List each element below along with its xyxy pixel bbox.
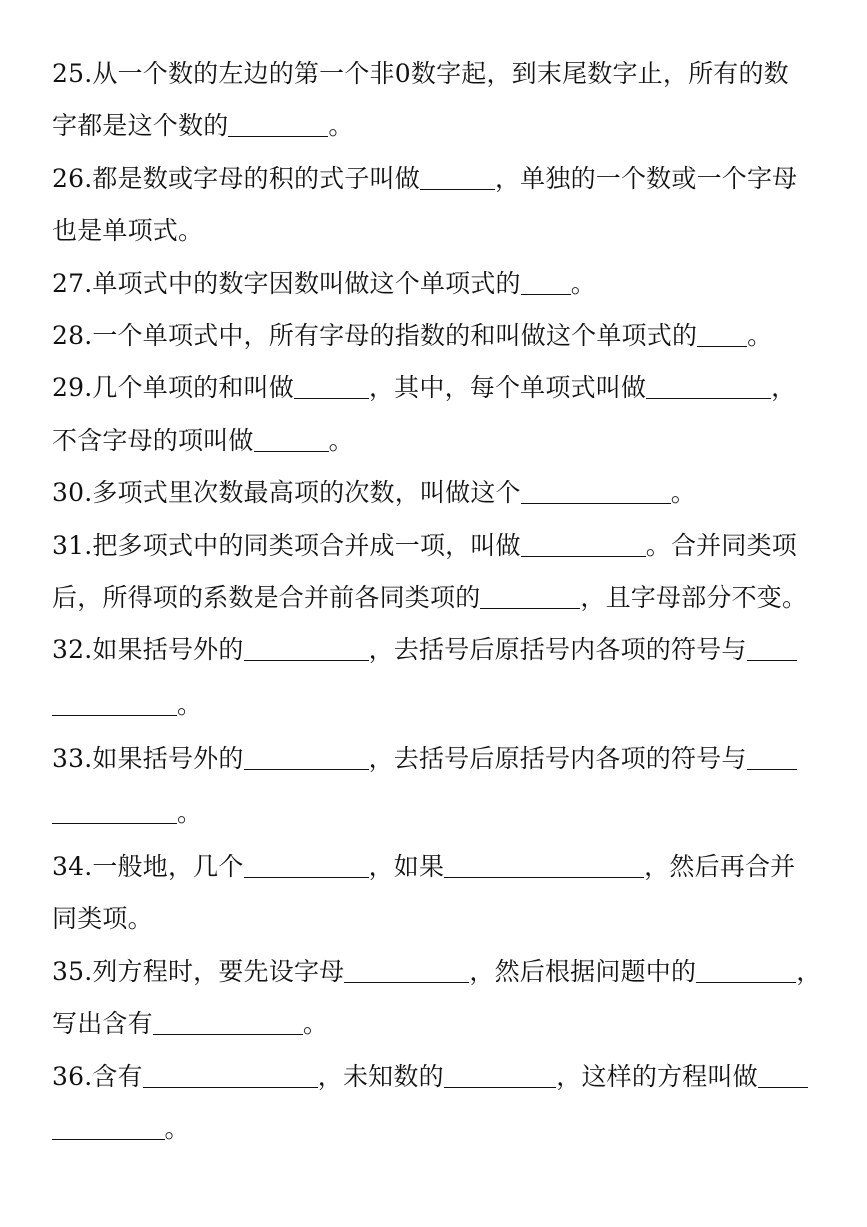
question-text: ，单独的一个数或一个字母 (494, 163, 798, 193)
question-text: 。 (302, 1009, 329, 1039)
question-line (52, 785, 832, 841)
question-line (52, 48, 832, 100)
question-number: 36. (52, 1061, 93, 1091)
answer-blank[interactable] (52, 822, 177, 824)
question-text: 都是数或字母的积的式子叫做 (92, 163, 420, 193)
answer-blank[interactable] (521, 502, 671, 504)
answer-blank[interactable] (228, 135, 328, 137)
question-number: 35. (52, 956, 93, 986)
answer-blank[interactable] (444, 1086, 557, 1088)
answer-blank[interactable] (747, 768, 797, 770)
answer-blank[interactable] (244, 659, 369, 661)
question-text: 。 (164, 1114, 190, 1144)
answer-blank[interactable] (294, 397, 369, 399)
question-text: ， (771, 373, 797, 403)
question-line (52, 946, 832, 998)
question-text: 一个单项式中，所有字母的指数的和叫做这个单项式的 (92, 320, 698, 350)
question-line (52, 998, 832, 1050)
answer-blank[interactable] (153, 1033, 303, 1035)
question-text: ，然后根据问题中的 (469, 956, 697, 986)
question-text: 。 (670, 478, 696, 508)
question-line (52, 1051, 832, 1103)
question-line (52, 624, 832, 676)
answer-blank[interactable] (646, 397, 771, 399)
question-text: ，且字母部分不变。 (580, 582, 808, 612)
answer-blank[interactable] (420, 188, 495, 190)
question-line (52, 258, 832, 310)
question-text: ，然后再合并 (644, 852, 796, 882)
question-line (52, 733, 832, 785)
question-text: 把多项式中的同类项合并成一项，叫做 (92, 530, 521, 560)
question-line (52, 415, 832, 467)
question-text: 写出含有 (52, 1009, 153, 1039)
question-text: 同类项。 (52, 904, 153, 934)
question-text: 后，所得项的系数是合并前各同类项的 (52, 582, 481, 612)
worksheet (52, 48, 832, 1155)
question-text: 。 (747, 320, 773, 350)
answer-blank[interactable] (244, 768, 369, 770)
question-text: 含有 (92, 1061, 143, 1091)
answer-blank[interactable] (344, 981, 469, 983)
answer-blank[interactable] (696, 981, 796, 983)
question-text: 不含字母的项叫做 (52, 425, 254, 455)
answer-blank[interactable] (52, 714, 177, 716)
question-text: 单项式中的数字因数叫做这个单项式的 (92, 268, 521, 298)
question-text: ，未知数的 (317, 1061, 444, 1091)
answer-blank[interactable] (521, 555, 646, 557)
question-number: 28. (52, 320, 93, 350)
question-text: 如果括号外的 (92, 743, 244, 773)
question-line (52, 205, 832, 257)
question-text: 列方程时，要先设字母 (92, 956, 345, 986)
question-number: 32. (52, 635, 93, 665)
question-number: 25. (52, 59, 93, 88)
question-text: ， (796, 956, 822, 986)
question-text: 。 (570, 268, 596, 298)
answer-blank[interactable] (143, 1086, 318, 1088)
question-text: 。 (177, 689, 203, 719)
answer-blank[interactable] (480, 607, 580, 609)
question-line (52, 893, 832, 945)
question-text: 也是单项式。 (52, 216, 204, 246)
question-text: 。 (177, 798, 203, 828)
question-number: 26. (52, 163, 93, 193)
question-line (52, 100, 832, 152)
question-line (52, 841, 832, 893)
question-line (52, 1103, 832, 1155)
answer-blank[interactable] (254, 450, 329, 452)
answer-blank[interactable] (521, 293, 571, 295)
question-line (52, 572, 832, 624)
question-text: ，如果 (368, 852, 445, 882)
question-text: 字都是这个数的 (52, 111, 229, 141)
question-number: 27. (52, 268, 93, 298)
question-line (52, 520, 832, 572)
question-text: ，其中，每个单项式叫做 (368, 373, 647, 403)
question-text: 多项式里次数最高项的次数，叫做这个 (92, 478, 521, 508)
answer-blank[interactable] (244, 876, 369, 878)
question-number: 33. (52, 743, 93, 773)
question-line (52, 467, 832, 519)
question-text: 一般地，几个 (92, 852, 244, 882)
question-text: ，这样的方程叫做 (556, 1061, 758, 1091)
question-text: 。 (328, 111, 354, 141)
question-text: 几个单项的和叫做 (92, 373, 294, 403)
question-line (52, 310, 832, 362)
question-number: 34. (52, 852, 93, 882)
question-line (52, 153, 832, 205)
question-line (52, 362, 832, 414)
question-number: 29. (52, 373, 93, 403)
answer-blank[interactable] (747, 659, 797, 661)
question-line (52, 677, 832, 733)
question-text: 从一个数的左边的第一个非0数字起，到末尾数字止，所有的数 (92, 59, 789, 88)
question-text: 如果括号外的 (92, 635, 244, 665)
answer-blank[interactable] (758, 1086, 808, 1088)
question-text: ，去括号后原括号内各项的符号与 (368, 743, 747, 773)
answer-blank[interactable] (697, 345, 747, 347)
answer-blank[interactable] (444, 876, 644, 878)
question-text: ，去括号后原括号内各项的符号与 (368, 635, 747, 665)
question-text: 。 (328, 425, 354, 455)
question-number: 30. (52, 478, 93, 508)
answer-blank[interactable] (52, 1138, 165, 1140)
question-text: 。合并同类项 (645, 530, 797, 560)
question-number: 31. (52, 530, 93, 560)
